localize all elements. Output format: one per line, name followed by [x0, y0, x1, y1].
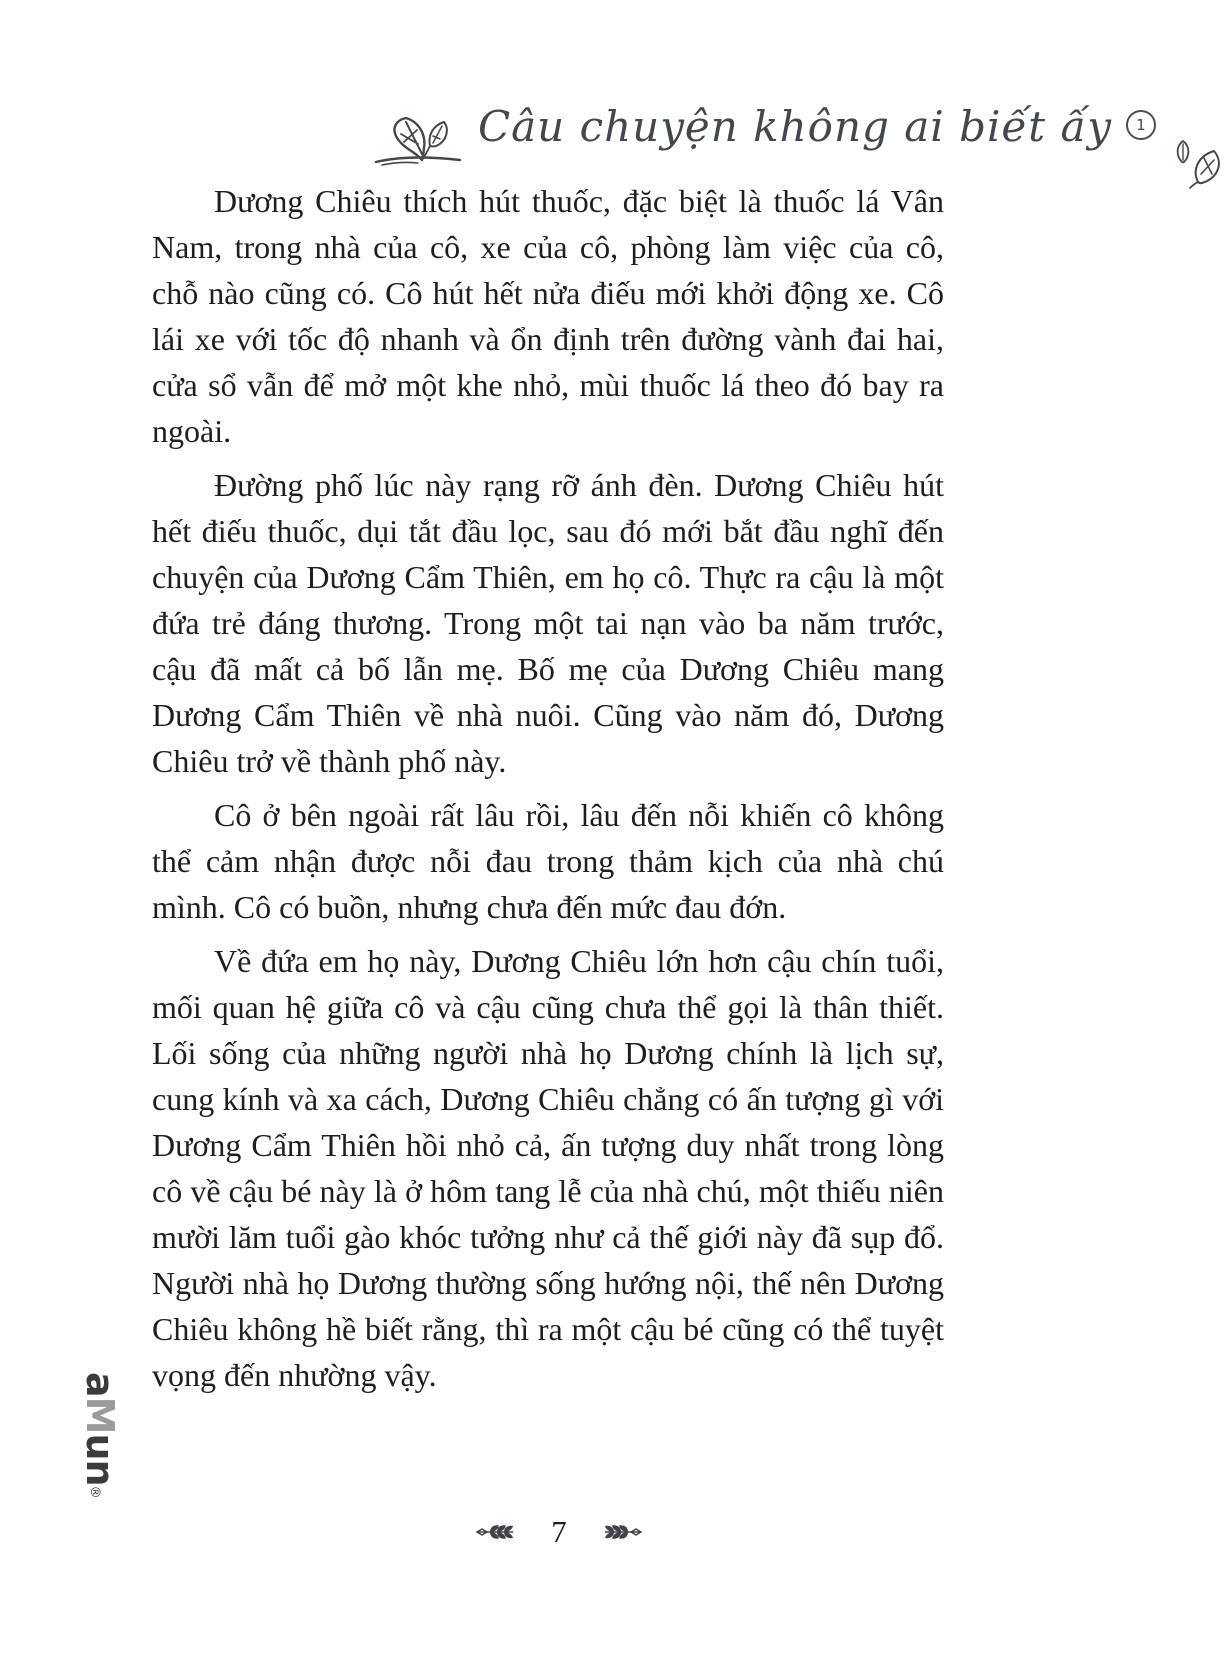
paragraph: Về đứa em họ này, Dương Chiêu lớn hơn cậu chín tuổi, mối quan hệ giữa cô và cậu cũng chưa thể gọi là thân thiết. Lối sống của những người nhà họ Dương chính là lịch sự, cung kính và xa cách, Dương Chiêu chẳng có ấn tượng gì với Dương Cẩm Thiên hồi nhỏ cả, ấn tượng duy nhất trong lòng cô về cậu bé này là ở hôm tang lễ của nhà chú, một thiếu niên mười lăm tuổi gào khóc tưởng như cả thế giới này đã sụp đổ. Người nhà họ Dương thường sống hướng nội, thế nên Dương Chiêu không hề biết rằng, thì ra một cậu bé cũng có thể tuyệt vọng đến nhường vậy.	[152, 943, 944, 1393]
paragraph: Đường phố lúc này rạng rỡ ánh đèn. Dương Chiêu hút hết điếu thuốc, dụi tắt đầu lọc, sau đó mới bắt đầu nghĩ đến chuyện của Dương Cẩm Thiên, em họ cô. Thực ra cậu là một đứa trẻ đáng thương. Trong một tai nạn vào ba năm trước, cậu đã mất cả bố lẫn mẹ. Bố mẹ của Dương Chiêu mang Dương Cẩm Thiên về nhà nuôi. Cũng vào năm đó, Dương Chiêu trở về thành phố này.	[152, 467, 944, 779]
page-number: 7	[551, 1514, 567, 1549]
paragraph: Dương Chiêu thích hút thuốc, đặc biệt là thuốc lá Vân Nam, trong nhà của cô, xe của cô, phòng làm việc của cô, chỗ nào cũng có. Cô hút hết nửa điếu mới khởi động xe. Cô lái xe với tốc độ nhanh và ổn định trên đường vành đai hai, cửa sổ vẫn để mở một khe nhỏ, mùi thuốc lá theo đó bay ra ngoài.	[152, 183, 944, 449]
chapter-title: Câu chuyện không ai biết ấy	[478, 102, 1112, 151]
page-footer	[0, 1516, 1118, 1547]
leaf-sprig-icon	[372, 108, 464, 172]
double-leaf-icon	[1168, 136, 1230, 192]
logo-letters-un: un	[78, 1433, 122, 1486]
footnote-marker-circle	[1126, 110, 1156, 140]
logo-letter-a: a	[78, 1372, 122, 1397]
registered-trademark-symbol: ®	[87, 1485, 102, 1499]
laurel-branch-left-icon	[475, 1522, 515, 1542]
footnote-marker-number: 1	[1136, 116, 1146, 134]
body-text	[152, 178, 944, 1406]
paragraph: Cô ở bên ngoài rất lâu rồi, lâu đến nỗi khiến cô không thể cảm nhận được nỗi đau trong thảm kịch của nhà chú mình. Cô có buồn, nhưng chưa đến mức đau đớn.	[152, 797, 944, 925]
logo-letter-m: M	[78, 1396, 122, 1434]
laurel-branch-right-icon	[603, 1522, 643, 1542]
publisher-logo-text	[72, 1372, 122, 1499]
